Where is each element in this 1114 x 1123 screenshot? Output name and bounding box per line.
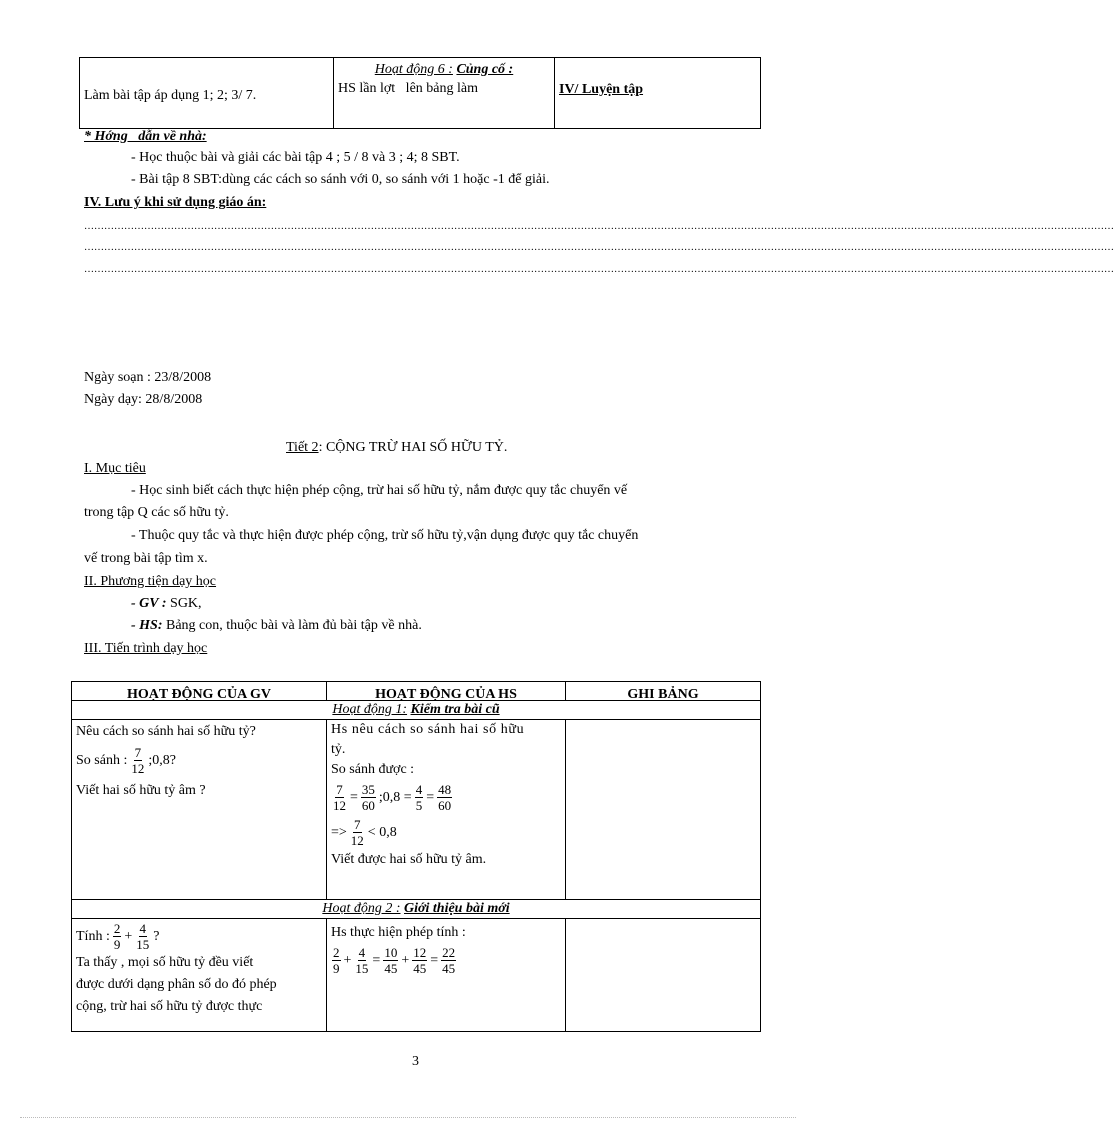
- objective-2b: vế trong bài tập tìm x.: [84, 551, 208, 566]
- frac-den: 15: [355, 961, 369, 976]
- luyen-tap-heading: IV/ Luyện tập: [559, 82, 644, 97]
- less-than-result: < 0,8: [367, 824, 397, 840]
- activity1-hs-result: [331, 817, 561, 848]
- top-activity-table: [79, 57, 761, 129]
- activity2-gv-cell: [72, 919, 327, 1032]
- lesson-title: [286, 440, 507, 456]
- activity1-title-row: [72, 701, 761, 720]
- equals-sign: =: [372, 952, 381, 968]
- frac-num: 7: [354, 817, 361, 832]
- equals-sign: =: [350, 789, 358, 805]
- plus-sign: +: [401, 952, 410, 968]
- frac-num: 2: [113, 921, 121, 936]
- activity1-board-cell: [566, 720, 761, 900]
- activity6-prefix: Hoạt động 6 :: [374, 62, 453, 77]
- activity1-title: Kiểm tra bài cũ: [410, 702, 500, 717]
- fraction-7-12: [332, 782, 347, 813]
- page-number: 3: [412, 1054, 419, 1069]
- implies-sign: =>: [331, 824, 347, 840]
- homework-line-1: - Học thuộc bài và giải các bài tập 4 ; 5 / 8 và 3 ; 4; 8 SBT.: [131, 150, 460, 165]
- activity1-gv-q2: [76, 745, 322, 776]
- frac-num: 10: [384, 945, 398, 960]
- activity2-title: Giới thiệu bài mới: [404, 901, 510, 916]
- top-table-task: Làm bài tập áp dụng 1; 2; 3/ 7.: [84, 88, 257, 103]
- objectives-heading: I. Mục tiêu: [84, 461, 146, 476]
- frac-num: 2: [333, 945, 340, 960]
- lesson-activity-table: [71, 681, 761, 1032]
- objective-1b: trong tập Q các số hữu tỷ.: [84, 505, 229, 520]
- activity1-hs-l3: So sánh được :: [331, 762, 415, 777]
- frac-num: 7: [336, 782, 343, 797]
- activity2-board-cell: [566, 919, 761, 1032]
- fraction-7-12: [350, 817, 365, 848]
- homework-heading: * Hớng dẫn về nhà:: [84, 129, 207, 144]
- means-gv-text: SGK,: [166, 596, 202, 611]
- fraction-2-9: [113, 921, 122, 952]
- fraction-7-12: [130, 745, 145, 776]
- compare-tail: ;0,8?: [148, 752, 176, 768]
- frac-num: 22: [442, 945, 456, 960]
- frac-num: 4: [139, 921, 146, 936]
- compute-label: Tính :: [76, 928, 110, 944]
- frac-den: 9: [333, 961, 340, 976]
- activity2-hs-cell: [327, 919, 566, 1032]
- fraction-4-15: [354, 945, 369, 976]
- fraction-4-5: [415, 782, 424, 813]
- question-mark: ?: [153, 928, 160, 944]
- compare-mid: ;0,8 =: [378, 789, 412, 805]
- means-hs: [131, 618, 422, 634]
- frac-den: 12: [350, 833, 364, 848]
- frac-den: 60: [361, 798, 375, 813]
- frac-den: 45: [442, 961, 456, 976]
- activity2-title-row: [72, 900, 761, 919]
- lesson-name: : CỘNG TRỪ HAI SỐ HỮU TỶ.: [318, 440, 508, 455]
- fraction-22-45: [441, 945, 456, 976]
- activity1-hs-compare: [331, 782, 561, 813]
- top-table-col2: [334, 58, 555, 129]
- activity2-gv-p3: cộng, trừ hai số hữu tỷ được thực: [76, 999, 263, 1014]
- frac-num: 7: [134, 745, 142, 760]
- header-ghi-bang-label: GHI BẢNG: [627, 687, 699, 702]
- activity1-prefix: Hoạt động 1:: [332, 702, 408, 717]
- header-hs: [327, 682, 566, 701]
- frac-den: 45: [384, 961, 398, 976]
- activity1-hs-l1: Hs nêu cách so sánh hai số hữu: [331, 722, 525, 737]
- fraction-12-45: [412, 945, 427, 976]
- activity1-hs-l2: tỷ.: [331, 742, 346, 757]
- means-gv-label: - GV :: [131, 596, 167, 611]
- notes-heading: IV. Lưu ý khi sử dụng giáo án:: [84, 195, 267, 210]
- activity6-title: Củng cố :: [456, 62, 514, 77]
- activity2-hs-calc: [331, 945, 561, 976]
- notes-dotted-line-1: …………………………………………………………………………………………………………………………………………………………………………………………………………………………………………………………………………………: [84, 221, 1114, 232]
- frac-den: 12: [131, 761, 145, 776]
- header-hs-label: HOẠT ĐỘNG CỦA HS: [375, 687, 517, 702]
- top-table-col3: [555, 58, 761, 129]
- notes-dotted-line-3: …………………………………………………………………………………………………………………………………………………………………………………………………………………………………………………………………………………: [84, 264, 1114, 275]
- fraction-10-45: [383, 945, 398, 976]
- equals-sign: =: [430, 952, 439, 968]
- lesson-period: Tiết 2: [286, 440, 319, 455]
- date-prepared: Ngày soạn : 23/8/2008: [84, 370, 212, 385]
- top-table-col1: [80, 58, 334, 129]
- frac-num: 35: [361, 782, 375, 797]
- homework-line-2: - Bài tập 8 SBT:dùng các cách so sánh với 0, so sánh với 1 hoặc -1 để giải.: [131, 172, 550, 187]
- activity1-gv-cell: [72, 720, 327, 900]
- activity1-gv-q3: Viết hai số hữu tỷ âm ?: [76, 783, 206, 798]
- objective-1a: - Học sinh biết cách thực hiện phép cộng, trừ hai số hữu tỷ, nắm được quy tắc chuyển vế: [131, 483, 628, 498]
- means-heading: II. Phương tiện dạy học: [84, 574, 217, 589]
- activity1-gv-q1: Nêu cách so sánh hai số hữu tỷ?: [76, 724, 256, 739]
- fraction-4-15: [135, 921, 150, 952]
- activity1-hs-last: Viết được hai số hữu tỷ âm.: [331, 852, 487, 867]
- page-bottom-border: [20, 1117, 796, 1119]
- means-hs-label: - HS:: [131, 618, 163, 633]
- frac-num: 4: [358, 945, 366, 960]
- compare-label: So sánh :: [76, 752, 128, 768]
- process-heading: III. Tiến trình dạy học: [84, 641, 208, 656]
- frac-num: 48: [438, 782, 452, 797]
- frac-den: 45: [413, 961, 427, 976]
- date-taught: Ngày dạy: 28/8/2008: [84, 392, 203, 407]
- objective-2a: - Thuộc quy tắc và thực hiện được phép cộng, trừ số hữu tỷ,vận dụng được quy tắc chuyển: [131, 528, 639, 543]
- frac-den: 60: [438, 798, 452, 813]
- means-gv: [131, 596, 202, 612]
- activity2-gv-p2: được dưới dạng phân số do đó phép: [76, 977, 277, 992]
- activity2-hs-l1: Hs thực hiện phép tính :: [331, 925, 466, 940]
- equals-sign: =: [426, 789, 435, 805]
- fraction-2-9: [332, 945, 341, 976]
- activity2-gv-task: [76, 921, 322, 952]
- frac-den: 12: [333, 798, 346, 813]
- fraction-48-60: [437, 782, 452, 813]
- plus-sign: +: [343, 952, 352, 968]
- activity6-hs-text: HS lần lợt lên bảng làm: [338, 81, 478, 96]
- frac-den: 15: [136, 937, 150, 952]
- activity1-hs-cell: [327, 720, 566, 900]
- activity2-gv-p1: Ta thấy , mọi số hữu tỷ đều viết: [76, 955, 254, 970]
- means-hs-text: Bảng con, thuộc bài và làm đủ bài tập về nhà.: [162, 618, 422, 633]
- frac-num: 4: [415, 782, 423, 797]
- fraction-35-60: [361, 782, 376, 813]
- activity2-prefix: Hoạt động 2 :: [322, 901, 401, 916]
- header-gv: [72, 682, 327, 701]
- header-gv-label: HOẠT ĐỘNG CỦA GV: [126, 687, 272, 702]
- frac-num: 12: [413, 945, 427, 960]
- header-ghi-bang: [566, 682, 761, 701]
- notes-dotted-line-2: …………………………………………………………………………………………………………………………………………………………………………………………………………………………………………………………………………………: [84, 242, 1114, 253]
- plus-sign: +: [124, 928, 133, 944]
- frac-den: 5: [415, 798, 423, 813]
- frac-den: 9: [113, 937, 121, 952]
